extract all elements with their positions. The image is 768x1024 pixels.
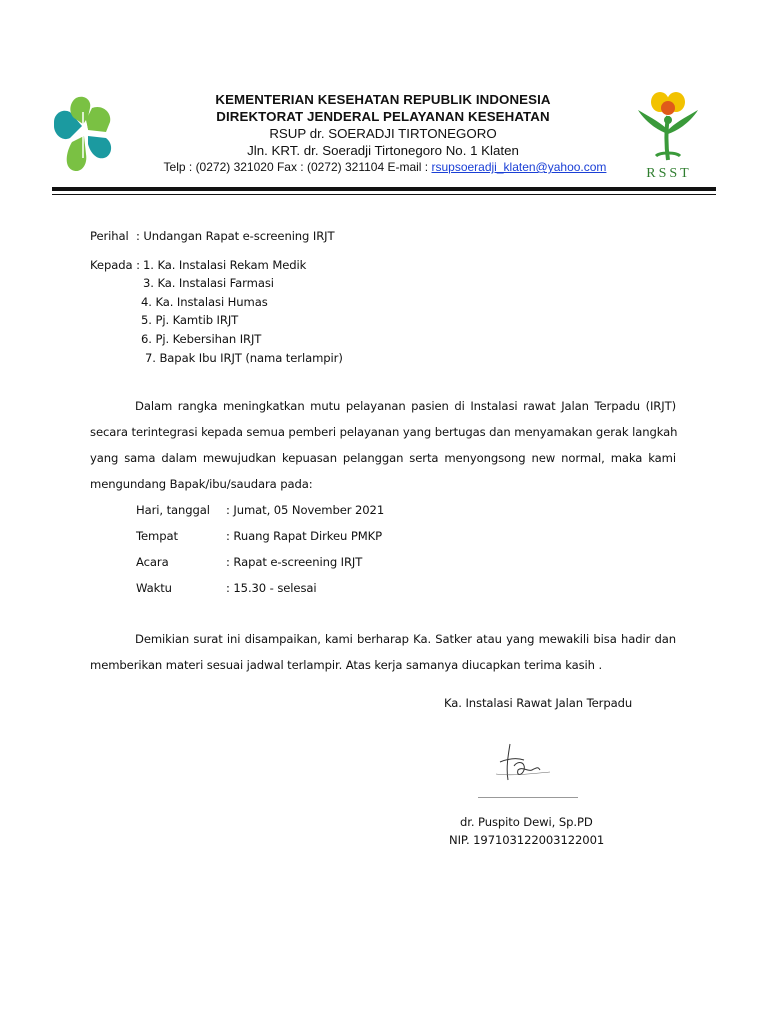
recipient-item: 5. Pj. Kamtib IRJT [141, 313, 239, 327]
body-paragraph-1 [90, 393, 676, 497]
rsst-logo-text: RSST [646, 166, 692, 181]
email-link[interactable]: rsupsoeradji_klaten@yahoo.com [431, 160, 607, 174]
recipient-item: 1. Ka. Instalasi Rekam Medik [143, 258, 307, 272]
recipient-item: 4. Ka. Instalasi Humas [141, 295, 268, 309]
recipient-item: 7. Bapak Ibu IRJT (nama terlampir) [145, 351, 343, 365]
detail-label: Waktu [136, 581, 172, 595]
detail-value: : 15.30 - selesai [226, 581, 317, 595]
header-directorate: DIREKTORAT JENDERAL PELAYANAN KESEHATAN [216, 109, 550, 124]
paragraph-line: mengundang Bapak/ibu/saudara pada: [90, 477, 313, 491]
handwritten-signature [470, 736, 570, 792]
detail-value: : Ruang Rapat Dirkeu PMKP [226, 529, 383, 543]
header-divider-thin [52, 194, 716, 195]
signature-title: Ka. Instalasi Rawat Jalan Terpadu [444, 696, 633, 710]
perihal-value: : Undangan Rapat e-screening IRJT [136, 229, 335, 243]
detail-label: Hari, tanggal [136, 503, 210, 517]
header-contact [150, 160, 620, 174]
paragraph-line: memberikan materi sesuai jadwal terlampir. Atas kerja samanya diucapkan terima kasih . [90, 658, 603, 672]
perihal-label: Perihal [90, 229, 129, 243]
kepada-label: Kepada : [90, 258, 140, 272]
recipient-item: 6. Pj. Kebersihan IRJT [141, 332, 262, 346]
contact-text: Telp : (0272) 321020 Fax : (0272) 321104 E-mail : [163, 160, 432, 174]
signer-nip: NIP. 197103122003122001 [449, 833, 605, 847]
detail-value: : Jumat, 05 November 2021 [226, 503, 385, 517]
detail-value: : Rapat e-screening IRJT [226, 555, 363, 569]
body-paragraph-2 [90, 626, 676, 678]
signature-line [478, 797, 578, 798]
paragraph-line: yang sama dalam mewujudkan kepuasan pelanggan serta menyongsong new normal, maka kami [90, 451, 676, 465]
header-hospital: RSUP dr. SOERADJI TIRTONEGORO [269, 126, 497, 141]
kemenkes-logo [46, 92, 122, 178]
paragraph-line: Dalam rangka meningkatkan mutu pelayanan pasien di Instalasi rawat Jalan Terpadu (IRJT) [135, 399, 676, 413]
header-ministry: KEMENTERIAN KESEHATAN REPUBLIK INDONESIA [215, 92, 551, 107]
detail-label: Tempat [136, 529, 178, 543]
paragraph-line: Demikian surat ini disampaikan, kami berharap Ka. Satker atau yang mewakili bisa hadir dan [135, 632, 676, 646]
header-divider-thick [52, 187, 716, 191]
recipient-item: 3. Ka. Instalasi Farmasi [143, 276, 274, 290]
signer-name: dr. Puspito Dewi, Sp.PD [460, 815, 593, 829]
header-address: Jln. KRT. dr. Soeradji Tirtonegoro No. 1 Klaten [247, 143, 519, 158]
paragraph-line: secara terintegrasi kepada semua pemberi pelayanan yang bertugas dan menyamakan gerak langkah [90, 425, 678, 439]
detail-label: Acara [136, 555, 169, 569]
